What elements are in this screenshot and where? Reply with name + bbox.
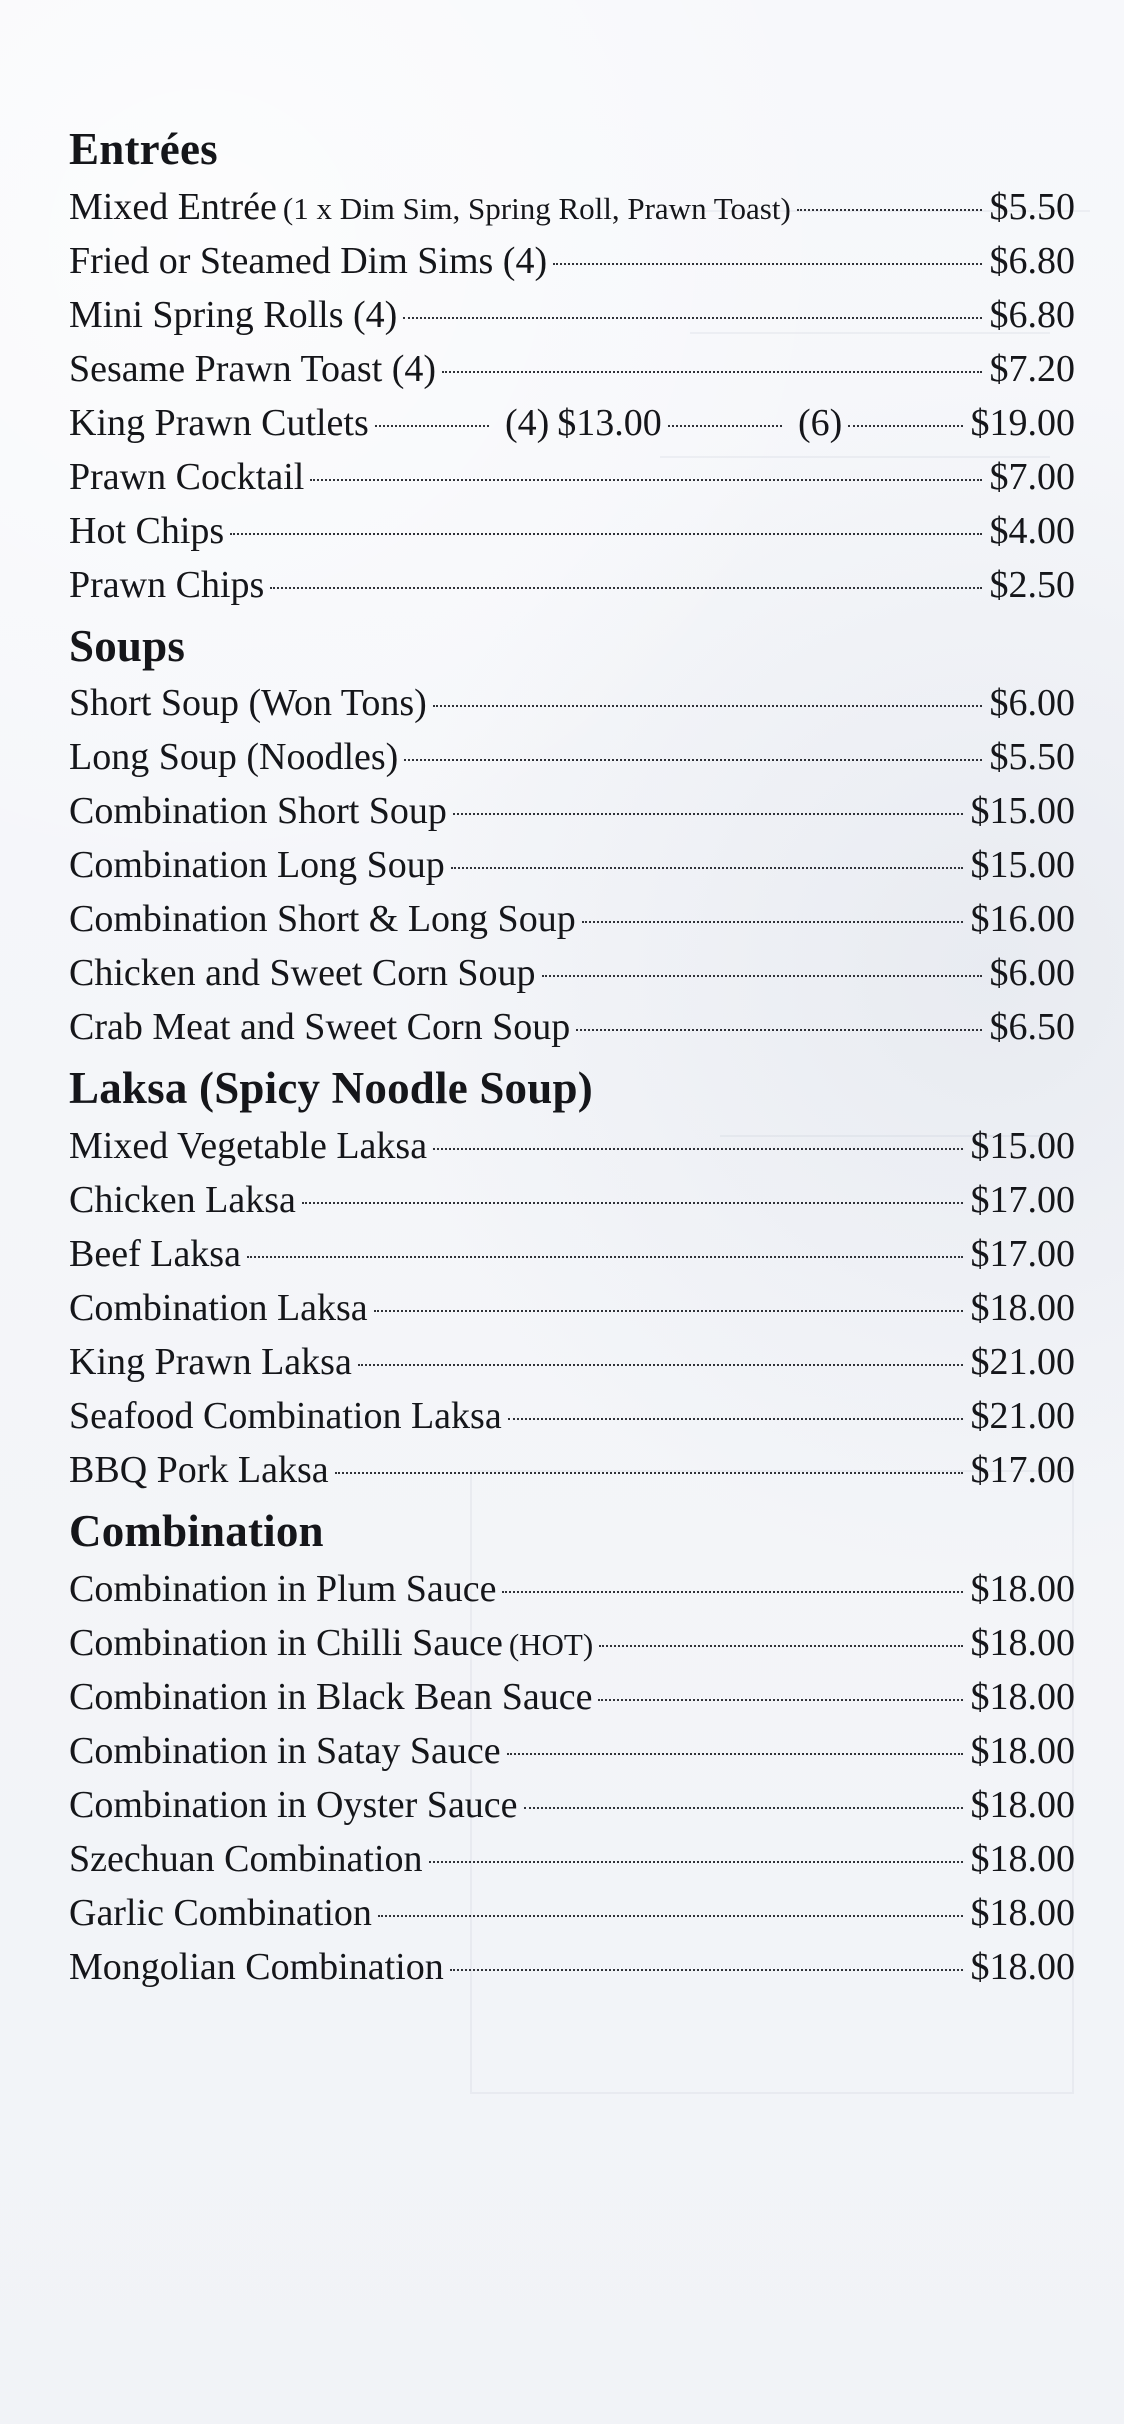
dot-leader bbox=[553, 263, 981, 265]
item-name: King Prawn Cutlets bbox=[69, 401, 369, 444]
item-name: Combination in Chilli Sauce bbox=[69, 1621, 503, 1664]
dot-leader bbox=[848, 425, 962, 427]
item-name: Mini Spring Rolls (4) bbox=[69, 293, 398, 336]
section-entrees bbox=[69, 125, 1075, 606]
menu-item bbox=[69, 1947, 1075, 1988]
item-price: $17.00 bbox=[970, 1179, 1075, 1221]
item-name: Combination in Black Bean Sauce bbox=[69, 1675, 593, 1718]
item-name: King Prawn Laksa bbox=[69, 1341, 352, 1384]
section-combination bbox=[69, 1507, 1075, 1988]
item-price: $6.00 bbox=[989, 682, 1075, 725]
item-name: Combination Short Soup bbox=[69, 790, 447, 833]
dot-leader bbox=[450, 1969, 963, 1971]
item-name: Prawn Cocktail bbox=[69, 455, 305, 498]
item-name: Long Soup (Noodles) bbox=[69, 736, 399, 779]
item-price: $6.80 bbox=[989, 239, 1075, 282]
section-title: Laksa (Spicy Noodle Soup) bbox=[69, 1063, 593, 1114]
dot-leader bbox=[335, 1472, 963, 1474]
menu-item bbox=[69, 1839, 1075, 1880]
menu-item bbox=[69, 899, 1075, 940]
item-price: $15.00 bbox=[970, 844, 1075, 887]
section-laksa bbox=[69, 1064, 1075, 1491]
dot-leader bbox=[507, 1753, 963, 1755]
item-name: Chicken and Sweet Corn Soup bbox=[69, 952, 536, 995]
menu-item bbox=[69, 1677, 1075, 1718]
item-name: Chicken Laksa bbox=[69, 1179, 296, 1221]
menu-item bbox=[69, 349, 1075, 390]
item-name: Beef Laksa bbox=[69, 1233, 241, 1276]
item-detail: (HOT) bbox=[508, 1626, 594, 1662]
item-option-price: $13.00 bbox=[557, 401, 662, 444]
item-price: $18.00 bbox=[970, 1891, 1075, 1934]
item-price: $6.50 bbox=[989, 1006, 1075, 1049]
item-detail: (1 x Dim Sim, Spring Roll, Prawn Toast) bbox=[282, 190, 791, 226]
menu-item bbox=[69, 1234, 1075, 1275]
menu-item bbox=[69, 1396, 1075, 1437]
dot-leader bbox=[576, 1029, 981, 1031]
menu-item bbox=[69, 737, 1075, 778]
dot-leader bbox=[403, 317, 981, 319]
item-price: $21.00 bbox=[970, 1395, 1075, 1438]
item-price: $4.00 bbox=[989, 509, 1075, 552]
item-price: $7.20 bbox=[989, 347, 1075, 390]
menu-item bbox=[69, 187, 1075, 228]
menu-item bbox=[69, 565, 1075, 606]
item-price: $7.00 bbox=[989, 455, 1075, 498]
item-name: Sesame Prawn Toast (4) bbox=[69, 347, 437, 390]
menu-item bbox=[69, 953, 1075, 994]
menu-item bbox=[69, 1569, 1075, 1610]
dot-leader bbox=[230, 533, 981, 535]
item-name: Mongolian Combination bbox=[69, 1945, 444, 1988]
item-price: $18.00 bbox=[970, 1837, 1075, 1880]
soups-list bbox=[69, 683, 1075, 1048]
dot-leader bbox=[358, 1364, 963, 1366]
menu-item bbox=[69, 241, 1075, 282]
item-price: $18.00 bbox=[970, 1567, 1075, 1610]
item-option-price: $19.00 bbox=[970, 401, 1076, 444]
item-price: $15.00 bbox=[970, 1124, 1075, 1167]
dot-leader bbox=[429, 1861, 963, 1863]
dot-leader bbox=[797, 209, 982, 211]
dot-leader bbox=[404, 759, 981, 761]
item-price: $6.00 bbox=[989, 952, 1075, 995]
item-name: BBQ Pork Laksa bbox=[69, 1449, 329, 1492]
dot-leader bbox=[524, 1807, 963, 1809]
dot-leader bbox=[442, 371, 981, 373]
item-name: Mixed Entrée bbox=[69, 185, 277, 228]
item-price: $15.00 bbox=[970, 790, 1075, 833]
dot-leader bbox=[433, 705, 982, 707]
item-price: $6.80 bbox=[989, 293, 1075, 336]
dot-leader bbox=[542, 975, 982, 977]
item-price: $18.00 bbox=[970, 1729, 1075, 1772]
dot-leader bbox=[378, 1915, 963, 1917]
menu-item bbox=[69, 1288, 1075, 1329]
item-name: Combination in Oyster Sauce bbox=[69, 1783, 518, 1826]
menu-item bbox=[69, 1450, 1075, 1491]
dot-leader bbox=[598, 1699, 962, 1701]
item-name: Combination Short & Long Soup bbox=[69, 898, 576, 941]
menu-item bbox=[69, 1342, 1075, 1383]
item-name: Combination in Satay Sauce bbox=[69, 1729, 501, 1772]
combination-list bbox=[69, 1569, 1075, 1988]
section-title: Combination bbox=[69, 1506, 324, 1557]
dot-leader bbox=[582, 921, 963, 923]
entrees-list bbox=[69, 187, 1075, 606]
item-price: $17.00 bbox=[970, 1449, 1075, 1492]
item-name: Prawn Chips bbox=[69, 563, 265, 606]
item-option-label: (6) bbox=[798, 401, 843, 444]
dot-leader bbox=[302, 1202, 963, 1204]
item-name: Combination in Plum Sauce bbox=[69, 1567, 497, 1610]
item-price: $2.50 bbox=[989, 563, 1075, 606]
dot-leader bbox=[375, 425, 489, 427]
item-price: $17.00 bbox=[970, 1233, 1075, 1276]
item-price: $5.50 bbox=[989, 185, 1075, 228]
menu-content bbox=[69, 125, 1075, 2004]
item-name: Combination Long Soup bbox=[69, 844, 445, 887]
item-name: Hot Chips bbox=[69, 509, 225, 552]
item-name: Mixed Vegetable Laksa bbox=[69, 1124, 428, 1167]
dot-leader bbox=[502, 1591, 962, 1593]
item-name: Seafood Combination Laksa bbox=[69, 1395, 502, 1438]
dot-leader bbox=[270, 587, 981, 589]
laksa-list bbox=[69, 1126, 1075, 1491]
menu-item bbox=[69, 791, 1075, 832]
dot-leader bbox=[247, 1256, 963, 1258]
menu-item bbox=[69, 403, 1075, 444]
dot-leader bbox=[374, 1310, 963, 1312]
item-price: $18.00 bbox=[970, 1675, 1075, 1718]
dot-leader bbox=[599, 1645, 962, 1647]
item-name: Combination Laksa bbox=[69, 1287, 368, 1330]
item-price: $18.00 bbox=[970, 1783, 1075, 1826]
section-title: Soups bbox=[69, 620, 186, 671]
item-option-label: (4) bbox=[504, 401, 550, 444]
menu-item bbox=[69, 1623, 1075, 1664]
menu-item bbox=[69, 1007, 1075, 1048]
item-price: $5.50 bbox=[989, 736, 1075, 779]
item-price: $18.00 bbox=[970, 1287, 1075, 1330]
menu-item bbox=[69, 295, 1075, 336]
menu-item bbox=[69, 457, 1075, 498]
item-name: Szechuan Combination bbox=[69, 1837, 423, 1880]
menu-item bbox=[69, 511, 1075, 552]
menu-item bbox=[69, 845, 1075, 886]
dot-leader bbox=[668, 425, 782, 427]
section-soups bbox=[69, 622, 1075, 1049]
section-title: Entrées bbox=[69, 124, 218, 174]
item-name: Crab Meat and Sweet Corn Soup bbox=[69, 1006, 571, 1049]
menu-item bbox=[69, 683, 1075, 724]
dot-leader bbox=[453, 813, 963, 815]
item-name: Short Soup (Won Tons) bbox=[69, 682, 427, 725]
menu-item bbox=[69, 1785, 1075, 1826]
item-price: $18.00 bbox=[970, 1621, 1075, 1664]
item-price: $18.00 bbox=[970, 1945, 1075, 1988]
menu-item bbox=[69, 1893, 1075, 1934]
dot-leader bbox=[433, 1148, 962, 1150]
item-name: Garlic Combination bbox=[69, 1891, 372, 1934]
menu-item bbox=[69, 1126, 1075, 1167]
item-name: Fried or Steamed Dim Sims (4) bbox=[69, 239, 548, 282]
menu-item bbox=[69, 1731, 1075, 1772]
item-price: $16.00 bbox=[970, 898, 1075, 941]
dot-leader bbox=[310, 479, 981, 481]
dot-leader bbox=[508, 1418, 963, 1420]
item-price: $21.00 bbox=[970, 1341, 1075, 1384]
dot-leader bbox=[451, 867, 963, 869]
menu-item bbox=[69, 1180, 1075, 1221]
